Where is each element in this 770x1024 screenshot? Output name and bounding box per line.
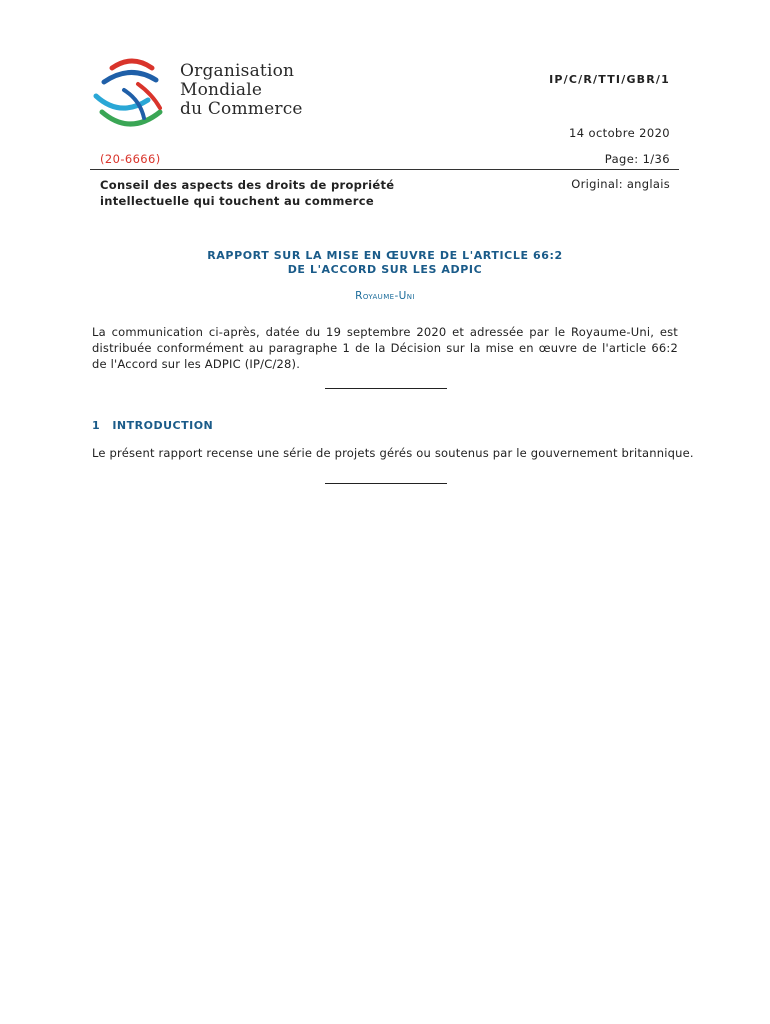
document-number: (20-6666) [100, 152, 161, 166]
logo-line-2: Mondiale [180, 80, 263, 100]
section-heading [92, 419, 213, 432]
original-language: Original: anglais [571, 177, 670, 191]
report-title-line-1: RAPPORT SUR LA MISE EN ŒUVRE DE L'ARTICLE 66:2 [207, 249, 563, 262]
wto-logo [90, 56, 350, 132]
separator-line [325, 388, 447, 389]
section-text: Le présent rapport recense une série de projets gérés ou soutenus par le gouvernement britannique. [92, 446, 694, 460]
section-title: INTRODUCTION [112, 419, 214, 432]
end-separator-line [325, 483, 447, 484]
logo-line-3: du Commerce [180, 99, 303, 119]
page-number: Page: 1/36 [604, 152, 670, 166]
document-symbol: IP/C/R/TTI/GBR/1 [549, 73, 670, 86]
wto-logo-icon [90, 56, 170, 132]
wto-logo-wordmark [180, 62, 303, 119]
header-divider [90, 169, 679, 170]
intro-paragraph: La communication ci-après, datée du 19 septembre 2020 et adressée par le Royaume-Uni, est distribuée conformément au paragraphe 1 de la Décision sur la mise en œuvre de l'article 66:2 de l'Accord sur les ADPIC (IP/C/28). [92, 325, 678, 371]
report-subtitle: Royaume-Uni [355, 290, 415, 302]
document-date: 14 octobre 2020 [569, 126, 670, 140]
report-title-line-2: DE L'ACCORD SUR LES ADPIC [287, 263, 483, 276]
section-number: 1 [92, 419, 101, 432]
logo-line-1: Organisation [180, 61, 295, 81]
council-name: Conseil des aspects des droits de propriété intellectuelle qui touchent au commerce [100, 178, 395, 208]
